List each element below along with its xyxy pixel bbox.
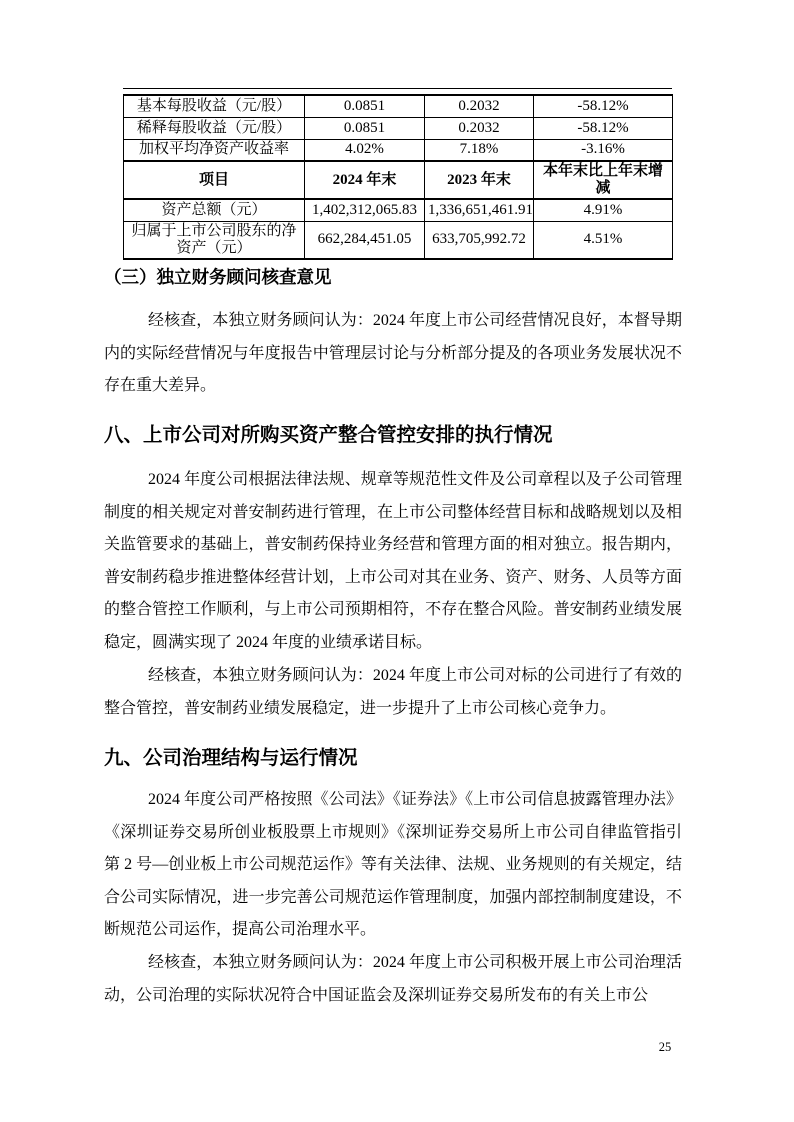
- table-cell: 归属于上市公司股东的净资产（元）: [124, 221, 305, 259]
- table-cell: -58.12%: [534, 95, 673, 117]
- paragraph-section9-opinion: 经核查，本独立财务顾问认为：2024 年度上市公司积极开展上市公司治理活动，公司治理的实际状况符合中国证监会及深圳证券交易所发布的有关上市公: [104, 954, 682, 1004]
- table-header-cell: 本年末比上年末增减: [534, 161, 673, 199]
- table-cell: 4.51%: [534, 221, 673, 259]
- financial-summary-table: [123, 94, 673, 260]
- table-cell: 1,402,312,065.83: [305, 199, 425, 221]
- table-cell: 资产总额（元）: [124, 199, 305, 221]
- table-header-row: [124, 161, 673, 199]
- table-cell: 1,336,651,461.91: [425, 199, 534, 221]
- table-header-cell: 2023 年末: [425, 161, 534, 199]
- table-row: [124, 199, 673, 221]
- paragraph-advisor-opinion: 经核查，本独立财务顾问认为：2024 年度上市公司经营情况良好，本督导期内的实际经营情况与年度报告中管理层讨论与分析部分提及的各项业务发展状况不存在重大差异。: [104, 312, 682, 395]
- table-cell: 0.2032: [425, 95, 534, 117]
- table-row: [124, 117, 673, 139]
- paragraph-section8-opinion: 经核查，本独立财务顾问认为：2024 年度上市公司对标的公司进行了有效的整合管控，普安制药业绩发展稳定，进一步提升了上市公司核心竞争力。: [104, 667, 682, 717]
- table-cell: 0.0851: [305, 95, 425, 117]
- section-heading-8: 八、上市公司对所购买资产整合管控安排的执行情况: [104, 424, 553, 446]
- section-heading-9: 九、公司治理结构与运行情况: [104, 747, 358, 769]
- table-cell: -3.16%: [534, 139, 673, 161]
- table-cell: 4.02%: [305, 139, 425, 161]
- table-row: [124, 221, 673, 259]
- table-cell: 633,705,992.72: [425, 221, 534, 259]
- table-continuation-rule-bottom: [123, 258, 672, 259]
- table-row: [124, 139, 673, 161]
- table-cell: 加权平均净资产收益率: [124, 139, 305, 161]
- table-cell: 4.91%: [534, 199, 673, 221]
- table-continuation-rule-top: [123, 88, 672, 89]
- table-cell: 基本每股收益（元/股）: [124, 95, 305, 117]
- table-cell: 662,284,451.05: [305, 221, 425, 259]
- paragraph-section8-body: 2024 年度公司根据法律法规、规章等规范性文件及公司章程以及子公司管理制度的相关规定对普安制药进行管理，在上市公司整体经营目标和战略规划以及相关监管要求的基础上，普安制药保持业务经营和管理方面的相对独立。报告期内，普安制药稳步推进整体经营计划，上市公司对其在业务、资产、财务、人员等方面的整合管控工作顺利，与上市公司预期相符，不存在整合风险。普安制药业绩发展稳定，圆满实现了 2024 年度的业绩承诺目标。: [104, 471, 682, 651]
- table-header-cell: 项目: [124, 161, 305, 199]
- paragraph-section9-body: 2024 年度公司严格按照《公司法》《证券法》《上市公司信息披露管理办法》《深圳证券交易所创业板股票上市规则》《深圳证券交易所上市公司自律监管指引第 2 号—创业板上市公司规范运作》等有关法律、法规、业务规则的有关规定，结合公司实际情况，进一步完善公司规范运作管理制度，加强内部控制制度建设，不断规范公司运作，提高公司治理水平。: [104, 791, 682, 939]
- section-heading-advisor-opinion: （三）独立财务顾问核查意见: [104, 267, 332, 287]
- table-header-cell: 2024 年末: [305, 161, 425, 199]
- table-row: [124, 95, 673, 117]
- table-cell: 稀释每股收益（元/股）: [124, 117, 305, 139]
- page-number: 25: [658, 1040, 672, 1054]
- table-cell: 7.18%: [425, 139, 534, 161]
- table-cell: 0.2032: [425, 117, 534, 139]
- table-cell: 0.0851: [305, 117, 425, 139]
- table-cell: -58.12%: [534, 117, 673, 139]
